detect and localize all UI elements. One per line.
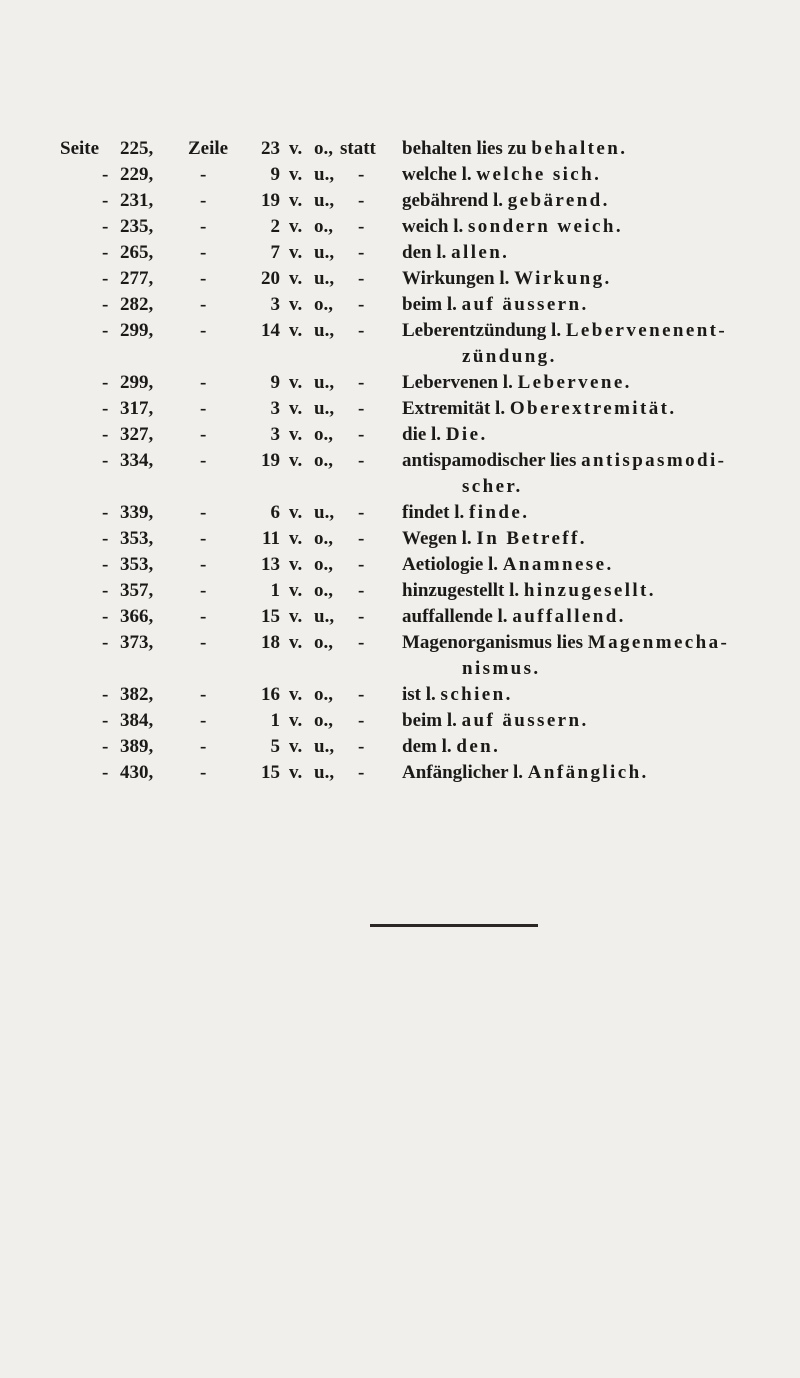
direction: u., — [314, 502, 335, 523]
page-number: 430, — [120, 762, 154, 783]
line-number: 6 — [270, 502, 280, 523]
correct-text: den. — [456, 736, 501, 757]
correct-text: hinzugesellt. — [523, 580, 656, 601]
row-dash: - — [102, 294, 109, 315]
direction: o., — [314, 528, 333, 549]
row-separator-2: - — [358, 164, 365, 185]
correct-text: Die. — [445, 424, 488, 445]
row-dash: - — [102, 762, 109, 783]
v-label: v. — [289, 736, 303, 757]
direction: o., — [314, 684, 333, 705]
direction: u., — [314, 606, 335, 627]
correct-text: auf äussern. — [461, 294, 589, 315]
direction: o., — [314, 450, 333, 471]
line-number: 20 — [261, 268, 280, 289]
v-label: v. — [289, 580, 303, 601]
connector: l. — [499, 268, 510, 289]
row-separator-2: - — [358, 580, 365, 601]
errata-row — [60, 500, 800, 526]
correction-text — [402, 188, 610, 214]
v-label: v. — [289, 320, 303, 341]
correction-text — [402, 240, 509, 266]
direction: u., — [314, 242, 335, 263]
line-number: 7 — [270, 242, 280, 263]
zeile-label: Zeile — [188, 138, 229, 159]
line-number: 19 — [261, 450, 280, 471]
line-number: 23 — [261, 138, 280, 159]
correction-text — [402, 162, 601, 188]
row-separator: - — [200, 684, 207, 705]
wrong-text: Anfänglicher — [402, 762, 509, 783]
correction-text — [402, 604, 626, 630]
wrong-text: Wegen — [402, 528, 457, 549]
wrong-text: gebährend — [402, 190, 489, 211]
page-number: 282, — [120, 294, 154, 315]
wrong-text: Extremität — [402, 398, 491, 419]
connector: l. — [492, 190, 504, 211]
row-separator: - — [200, 606, 207, 627]
v-label: v. — [289, 216, 303, 237]
connector: lies — [549, 450, 577, 471]
errata-row — [60, 526, 800, 552]
correct-text: Lebervenenent- — [565, 320, 728, 341]
page-number: 229, — [120, 164, 154, 185]
direction: u., — [314, 736, 335, 757]
row-dash: - — [102, 580, 109, 601]
wrong-text: welche — [402, 164, 457, 185]
row-separator: - — [200, 398, 207, 419]
wrong-text: Wirkungen — [402, 268, 495, 289]
page-number: 339, — [120, 502, 154, 523]
v-label: v. — [289, 424, 303, 445]
correction-text — [402, 500, 529, 526]
errata-row — [60, 552, 800, 578]
direction: u., — [314, 372, 335, 393]
page-number: 334, — [120, 450, 154, 471]
row-separator: - — [200, 554, 207, 575]
wrong-text: Leberentzündung — [402, 320, 547, 341]
row-dash: - — [102, 710, 109, 731]
wrong-text: Lebervenen — [402, 372, 499, 393]
errata-row-continuation — [60, 344, 800, 370]
direction: u., — [314, 398, 335, 419]
errata-row — [60, 162, 800, 188]
row-separator-2: - — [358, 606, 365, 627]
row-dash: - — [102, 320, 109, 341]
line-number: 14 — [261, 320, 280, 341]
page-number: 357, — [120, 580, 154, 601]
connector: l. — [431, 424, 442, 445]
row-dash: - — [102, 372, 109, 393]
errata-row — [60, 370, 800, 396]
line-number: 3 — [270, 398, 280, 419]
correct-text: Anfänglich. — [527, 762, 649, 783]
v-label: v. — [289, 164, 303, 185]
correction-text — [402, 734, 500, 760]
row-separator: - — [200, 164, 207, 185]
errata-row — [60, 422, 800, 448]
wrong-text: beim — [402, 294, 443, 315]
wrong-text: auffallende — [402, 606, 493, 627]
statt-label: statt — [340, 138, 376, 159]
correction-text — [402, 266, 612, 292]
direction: o., — [314, 554, 333, 575]
correct-text: welche sich. — [476, 164, 602, 185]
row-separator-2: - — [358, 398, 365, 419]
errata-row — [60, 214, 800, 240]
row-separator: - — [200, 528, 207, 549]
v-label: v. — [289, 528, 303, 549]
correction-text — [402, 630, 729, 656]
continuation-text: zündung. — [462, 346, 557, 367]
connector: l. — [495, 398, 506, 419]
correct-text: auffallend. — [512, 606, 626, 627]
row-separator-2: - — [358, 762, 365, 783]
row-dash: - — [102, 736, 109, 757]
continuation-text: nismus. — [462, 658, 541, 679]
correction-text — [402, 318, 727, 344]
correct-text: Wirkung. — [514, 268, 612, 289]
correction-text — [402, 760, 649, 786]
connector: lies zu — [476, 138, 527, 159]
row-separator: - — [200, 268, 207, 289]
page-number: 299, — [120, 372, 154, 393]
row-separator: - — [200, 502, 207, 523]
row-dash: - — [102, 684, 109, 705]
line-number: 2 — [270, 216, 280, 237]
direction: o., — [314, 580, 333, 601]
correction-text — [402, 136, 627, 162]
v-label: v. — [289, 632, 303, 653]
connector: l. — [513, 762, 524, 783]
line-number: 1 — [270, 580, 280, 601]
connector: l. — [497, 606, 508, 627]
closing-rule — [370, 924, 538, 927]
errata-row — [60, 448, 800, 474]
correction-text — [402, 578, 656, 604]
row-separator-2: - — [358, 710, 365, 731]
row-dash: - — [102, 606, 109, 627]
errata-row — [60, 396, 800, 422]
errata-row — [60, 734, 800, 760]
correct-text: gebärend. — [507, 190, 610, 211]
page-number: 384, — [120, 710, 154, 731]
connector: l. — [436, 242, 447, 263]
page-number: 265, — [120, 242, 154, 263]
correct-text: allen. — [451, 242, 510, 263]
errata-row — [60, 630, 800, 656]
v-label: v. — [289, 554, 303, 575]
correct-text: auf äussern. — [461, 710, 589, 731]
row-dash: - — [102, 632, 109, 653]
page-number: 389, — [120, 736, 154, 757]
errata-header-row — [60, 136, 800, 162]
wrong-text: antispamodischer — [402, 450, 546, 471]
page-number: 317, — [120, 398, 154, 419]
page-number: 353, — [120, 554, 154, 575]
errata-row — [60, 292, 800, 318]
v-label: v. — [289, 398, 303, 419]
correction-text — [402, 682, 513, 708]
wrong-text: findet — [402, 502, 450, 523]
v-label: v. — [289, 502, 303, 523]
line-number: 18 — [261, 632, 280, 653]
row-dash: - — [102, 424, 109, 445]
errata-row — [60, 604, 800, 630]
page-number: 277, — [120, 268, 154, 289]
direction: o., — [314, 216, 333, 237]
row-separator: - — [200, 216, 207, 237]
line-number: 13 — [261, 554, 280, 575]
connector: l. — [446, 710, 457, 731]
line-number: 15 — [261, 762, 280, 783]
correct-text: sondern weich. — [467, 216, 623, 237]
direction: o., — [314, 710, 333, 731]
errata-row-continuation — [60, 656, 800, 682]
row-separator: - — [200, 190, 207, 211]
correct-text: Oberextremität. — [509, 398, 677, 419]
row-dash: - — [102, 164, 109, 185]
page-number: 327, — [120, 424, 154, 445]
correct-text: Lebervene. — [517, 372, 632, 393]
errata-list — [60, 136, 800, 786]
row-separator-2: - — [358, 554, 365, 575]
row-separator-2: - — [358, 502, 365, 523]
direction: o., — [314, 632, 333, 653]
line-number: 3 — [270, 294, 280, 315]
correct-text: Anamnese. — [502, 554, 614, 575]
errata-entries — [60, 162, 800, 786]
wrong-text: den — [402, 242, 432, 263]
correct-text: In Betreff. — [476, 528, 587, 549]
page-number: 235, — [120, 216, 154, 237]
line-number: 3 — [270, 424, 280, 445]
connector: l. — [488, 554, 499, 575]
row-separator: - — [200, 424, 207, 445]
row-dash: - — [102, 450, 109, 471]
correction-text — [402, 422, 488, 448]
line-number: 15 — [261, 606, 280, 627]
page-number: 366, — [120, 606, 154, 627]
correct-text: behalten. — [531, 138, 628, 159]
errata-row-continuation — [60, 474, 800, 500]
connector: l. — [461, 164, 472, 185]
errata-row — [60, 266, 800, 292]
connector: l. — [446, 294, 457, 315]
direction: u., — [314, 320, 335, 341]
line-number: 5 — [270, 736, 280, 757]
page-number: 373, — [120, 632, 154, 653]
line-number: 19 — [261, 190, 280, 211]
continuation-text: scher. — [462, 476, 523, 497]
errata-row — [60, 708, 800, 734]
page-number: 382, — [120, 684, 154, 705]
page-number: 353, — [120, 528, 154, 549]
row-separator-2: - — [358, 424, 365, 445]
direction: u., — [314, 762, 335, 783]
direction: u., — [314, 268, 335, 289]
row-separator: - — [200, 242, 207, 263]
correction-text — [402, 370, 632, 396]
wrong-text: ist — [402, 684, 421, 705]
row-dash: - — [102, 216, 109, 237]
row-separator-2: - — [358, 242, 365, 263]
errata-row — [60, 240, 800, 266]
connector: l. — [509, 580, 520, 601]
connector: lies — [556, 632, 584, 653]
errata-row — [60, 578, 800, 604]
connector: l. — [454, 502, 465, 523]
connector: l. — [425, 684, 436, 705]
page-number: 299, — [120, 320, 154, 341]
errata-row — [60, 682, 800, 708]
row-dash: - — [102, 190, 109, 211]
v-label: v. — [289, 606, 303, 627]
direction: o., — [314, 294, 333, 315]
line-number: 9 — [270, 372, 280, 393]
row-dash: - — [102, 554, 109, 575]
page-number: 225, — [120, 138, 154, 159]
correct-text: Magenmecha- — [587, 632, 730, 653]
direction: u., — [314, 164, 335, 185]
wrong-text: die — [402, 424, 427, 445]
connector: l. — [502, 372, 513, 393]
row-separator: - — [200, 320, 207, 341]
direction: o., — [314, 138, 333, 159]
row-separator-2: - — [358, 528, 365, 549]
row-separator-2: - — [358, 632, 365, 653]
line-number: 1 — [270, 710, 280, 731]
row-separator-2: - — [358, 294, 365, 315]
wrong-text: weich — [402, 216, 449, 237]
row-separator-2: - — [358, 216, 365, 237]
row-separator-2: - — [358, 736, 365, 757]
row-separator-2: - — [358, 450, 365, 471]
direction: o., — [314, 424, 333, 445]
row-separator: - — [200, 736, 207, 757]
row-separator-2: - — [358, 684, 365, 705]
wrong-text: beim — [402, 710, 443, 731]
v-label: v. — [289, 138, 303, 159]
row-separator: - — [200, 762, 207, 783]
row-dash: - — [102, 268, 109, 289]
wrong-text: dem — [402, 736, 437, 757]
row-separator-2: - — [358, 190, 365, 211]
page-number: 231, — [120, 190, 154, 211]
correction-text — [402, 448, 726, 474]
row-dash: - — [102, 528, 109, 549]
correction-text — [402, 396, 677, 422]
correction-text — [402, 552, 614, 578]
row-separator: - — [200, 372, 207, 393]
line-number: 16 — [261, 684, 280, 705]
v-label: v. — [289, 242, 303, 263]
v-label: v. — [289, 372, 303, 393]
errata-row — [60, 188, 800, 214]
row-separator: - — [200, 450, 207, 471]
correction-text — [402, 292, 589, 318]
direction: u., — [314, 190, 335, 211]
correction-text — [402, 214, 623, 240]
row-dash: - — [102, 502, 109, 523]
correction-text — [402, 708, 589, 734]
row-separator: - — [200, 710, 207, 731]
wrong-text: Aetiologie — [402, 554, 484, 575]
v-label: v. — [289, 190, 303, 211]
row-dash: - — [102, 242, 109, 263]
wrong-text: hinzugestellt — [402, 580, 505, 601]
row-separator: - — [200, 294, 207, 315]
wrong-text: behalten — [402, 138, 472, 159]
correct-text: antispasmodi- — [581, 450, 727, 471]
correct-text: finde. — [469, 502, 530, 523]
v-label: v. — [289, 294, 303, 315]
line-number: 9 — [270, 164, 280, 185]
row-separator-2: - — [358, 320, 365, 341]
correct-text: schien. — [440, 684, 513, 705]
v-label: v. — [289, 450, 303, 471]
connector: l. — [551, 320, 562, 341]
wrong-text: Magenorganismus — [402, 632, 552, 653]
v-label: v. — [289, 762, 303, 783]
v-label: v. — [289, 684, 303, 705]
row-separator: - — [200, 632, 207, 653]
connector: l. — [441, 736, 452, 757]
row-separator-2: - — [358, 268, 365, 289]
row-separator-2: - — [358, 372, 365, 393]
errata-row — [60, 318, 800, 344]
connector: l. — [453, 216, 464, 237]
connector: l. — [461, 528, 472, 549]
line-number: 11 — [262, 528, 280, 549]
v-label: v. — [289, 268, 303, 289]
errata-row — [60, 760, 800, 786]
v-label: v. — [289, 710, 303, 731]
row-dash: - — [102, 398, 109, 419]
seite-label: Seite — [60, 138, 100, 159]
correction-text — [402, 526, 587, 552]
row-separator: - — [200, 580, 207, 601]
